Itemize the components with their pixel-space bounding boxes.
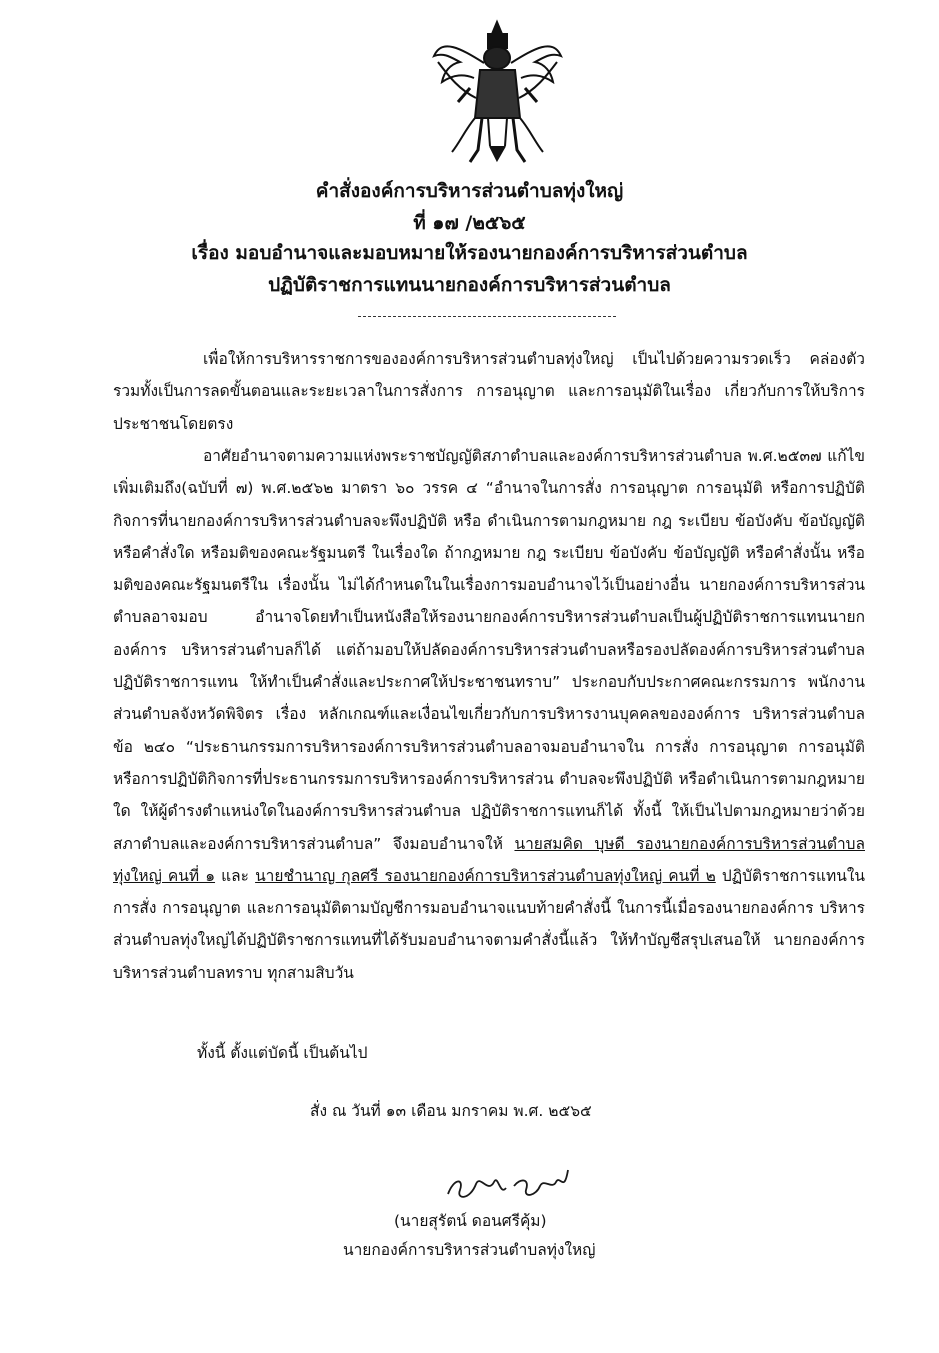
paragraph-1: เพื่อให้การบริหารราชการขององค์การบริหารส่วนตำบลทุ่งใหญ่ เป็นไปด้วยความรวดเร็ว คล่องตัว รวมทั้งเป็นการลดขั้นตอนและระยะเวลาในการสั่งการ การอนุญาต และการอนุมัติในเรื่อง เกี่ยวกับการให้บริการประชาชนโดยตรง (113, 350, 865, 433)
order-number: ที่ ๑๗ /๒๕๖๕ (413, 212, 526, 234)
subject-line-2: ปฏิบัติราชการแทนนายกองค์การบริหารส่วนตำบล (268, 274, 671, 296)
handwritten-signature (440, 1160, 580, 1208)
paragraph-3: ทั้งนี้ ตั้งแต่บัดนี้ เป็นต้นไป (197, 1044, 368, 1062)
signer-position: นายกองค์การบริหารส่วนตำบลทุ่งใหญ่ (343, 1241, 596, 1259)
document-title: คำสั่งองค์การบริหารส่วนตำบลทุ่งใหญ่ (315, 180, 624, 202)
connector-text: และ (215, 866, 256, 885)
subject-line-1: เรื่อง มอบอำนาจและมอบหมายให้รองนายกองค์การบริหารส่วนตำบล (191, 242, 748, 264)
paragraph-2-part-2: ปฏิบัติราชการแทนในการสั่ง การอนุญาต และการอนุมัติตามบัญชีการมอบอำนาจแนบท้ายคำสั่งนี้ ในการนี้เมื่อรองนายกองค์การ บริหารส่วนตำบลทุ่งใหญ่ได้ปฏิบัติราชการแทนที่ได้รับมอบอำนาจตามคำสั่งนี้แล้ว ให้ทำบัญชีสรุปเสนอให้ นายกองค์การบริหารส่วนตำบลทราบ ทุกสามสิบวัน (113, 866, 865, 982)
paragraph-2-part-1: อาศัยอำนาจตามความแห่งพระราชบัญญัติสภาตำบลและองค์การบริหารส่วนตำบล พ.ศ.๒๕๓๗ แก้ไขเพิ่มเติมถึง(ฉบับที่ ๗) พ.ศ.๒๕๖๒ มาตรา ๖๐ วรรค ๔ “อำนาจในการสั่ง การอนุญาต การอนุมัติ หรือการปฏิบัติกิจการที่นายกองค์การบริหารส่วนตำบลจะพึงปฏิบัติ หรือ ดำเนินการตามกฎหมาย กฎ ระเบียบ ข้อบังคับ ข้อบัญญัติ หรือคำสั่งใด หรือมติของคณะรัฐมนตรี ในเรื่องใด ถ้ากฎหมาย กฎ ระเบียบ ข้อบังคับ ข้อบัญญัติ หรือคำสั่งนั้น หรือมติของคณะรัฐมนตรีใน เรื่องนั้น ไม่ได้กำหนดในในเรื่องการมอบอำนาจไว้เป็นอย่างอื่น นายกองค์การบริหารส่วนตำบลอาจมอบ อำนาจโดยทำเป็นหนังสือให้รองนายกองค์การบริหารส่วนตำบลเป็นผู้ปฏิบัติราชการแทนนายกองค์การ บริหารส่วนตำบลก็ได้ แต่ถ้ามอบให้ปลัดองค์การบริหารส่วนตำบลหรือรองปลัดองค์การบริหารส่วนตำบล ปฏิบัติราชการแทน ให้ทำเป็นคำสั่งและประกาศให้ประชาชนทราบ” ประกอบกับประกาศคณะกรรมการ พนักงานส่วนตำบลจังหวัดพิจิตร เรื่อง หลักเกณฑ์และเงื่อนไขเกี่ยวกับการบริหารงานบุคคลขององค์การ บริหารส่วนตำบล ข้อ ๒๔๐ “ประธานกรรมการบริหารองค์การบริหารส่วนตำบลอาจมอบอำนาจใน การสั่ง การอนุญาต การอนุมัติ หรือการปฏิบัติกิจการที่ประธานกรรมการบริหารองค์การบริหารส่วน ตำบลจะพึงปฏิบัติ หรือดำเนินการตามกฎหมายใด ให้ผู้ดำรงตำแหน่งใดในองค์การบริหารส่วนตำบล ปฏิบัติราชการแทนก็ได้ ทั้งนี้ ให้เป็นไปตามกฎหมายว่าด้วยสภาตำบลและองค์การบริหารส่วนตำบล” จึงมอบอำนาจให้ (113, 447, 865, 853)
delegate-1: นายสมคิด บุษดี รองนายกองค์การบริหารส่วนตำบลทุ่งใหญ่ คนที่ ๑ (113, 834, 865, 885)
paragraph-2 (113, 440, 865, 989)
date-line: สั่ง ณ วันที่ ๑๓ เดือน มกราคม พ.ศ. ๒๕๖๕ (310, 1102, 592, 1120)
divider-line (358, 316, 616, 317)
delegate-2: นายชำนาญ กุลศรี รองนายกองค์การบริหารส่วนตำบลทุ่งใหญ่ คนที่ ๒ (255, 866, 716, 885)
garuda-emblem-icon (430, 18, 565, 168)
signer-name: (นายสุรัตน์ ดอนศรีคุ้ม) (394, 1212, 547, 1230)
